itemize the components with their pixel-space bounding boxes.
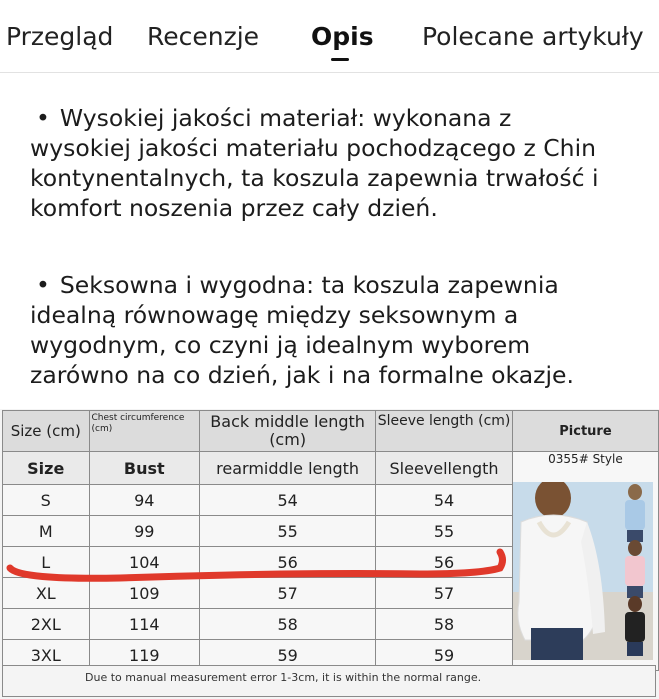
cell-size: 3XL xyxy=(3,640,90,671)
table-subheader-row xyxy=(3,452,659,485)
description-bullet-quality xyxy=(30,103,640,223)
cell-bust: 109 xyxy=(89,578,200,609)
header-size-cm: Size (cm) xyxy=(3,411,90,452)
description-bullet-comfort xyxy=(30,270,640,390)
bullet-line: zarówno na co dzień, jak i na formalne okazje. xyxy=(30,361,574,389)
cell-back: 54 xyxy=(200,485,376,516)
cell-bust: 119 xyxy=(89,640,200,671)
tab-recenzje[interactable]: Recenzje xyxy=(147,22,260,51)
cell-size: 2XL xyxy=(3,609,90,640)
style-code: 0355# Style xyxy=(548,452,623,466)
cell-bust: 104 xyxy=(89,547,200,578)
bullet-dot: • xyxy=(36,271,50,299)
tab-bar xyxy=(0,0,659,73)
bullet-line: wygodnym, co czyni ją idealnym wyborem xyxy=(30,331,531,359)
subheader-bust: Bust xyxy=(89,452,200,485)
active-tab-indicator xyxy=(331,58,349,61)
header-sleeve: Sleeve length (cm) xyxy=(376,411,513,452)
cell-bust: 114 xyxy=(89,609,200,640)
cell-back: 59 xyxy=(200,640,376,671)
measurement-note xyxy=(2,665,656,697)
table-header-row xyxy=(3,411,659,452)
header-back-length: Back middle length (cm) xyxy=(200,411,376,452)
cell-sleeve: 56 xyxy=(376,547,513,578)
subheader-sleeve-length: Sleevellength xyxy=(376,452,513,485)
cell-bust: 94 xyxy=(89,485,200,516)
bullet-line: wysokiej jakości materiału pochodzącego z Chin xyxy=(30,134,596,162)
cell-size: M xyxy=(3,516,90,547)
tab-przeglad[interactable]: Przegląd xyxy=(6,22,114,51)
cell-sleeve: 58 xyxy=(376,609,513,640)
cell-sleeve: 55 xyxy=(376,516,513,547)
cell-size: S xyxy=(3,485,90,516)
cell-back: 58 xyxy=(200,609,376,640)
bullet-text: Seksowna i wygodna: ta koszula zapewnia xyxy=(59,271,559,299)
bullet-line xyxy=(30,270,640,300)
subheader-rear-length: rearmiddle length xyxy=(200,452,376,485)
header-picture: Picture xyxy=(512,411,658,452)
bullet-text: Wysokiej jakości materiał: wykonana z xyxy=(59,104,512,132)
cell-sleeve: 57 xyxy=(376,578,513,609)
size-chart-image xyxy=(0,409,659,699)
bullet-line: komfort noszenia przez cały dzień. xyxy=(30,194,438,222)
measurement-note-text: Due to manual measurement error 1-3cm, it is within the normal range. xyxy=(85,671,482,684)
bullet-dot: • xyxy=(36,104,50,132)
cell-back: 57 xyxy=(200,578,376,609)
cell-sleeve: 59 xyxy=(376,640,513,671)
tab-polecane-artykuly[interactable]: Polecane artykuły xyxy=(422,22,644,51)
product-photo xyxy=(513,482,653,660)
bullet-line xyxy=(30,103,640,133)
bullet-line: kontynentalnych, ta koszula zapewnia trwałość i xyxy=(30,164,599,192)
subheader-size: Size xyxy=(3,452,90,485)
bullet-line: idealną równowagę między seksownym a xyxy=(30,301,519,329)
header-chest: Chest circumference (cm) xyxy=(89,411,200,452)
cell-bust: 99 xyxy=(89,516,200,547)
model-illustration xyxy=(513,482,653,660)
tab-opis[interactable]: Opis xyxy=(311,22,374,51)
cell-back: 56 xyxy=(200,547,376,578)
cell-size: XL xyxy=(3,578,90,609)
cell-sleeve: 54 xyxy=(376,485,513,516)
cell-back: 55 xyxy=(200,516,376,547)
cell-size: L xyxy=(3,547,90,578)
